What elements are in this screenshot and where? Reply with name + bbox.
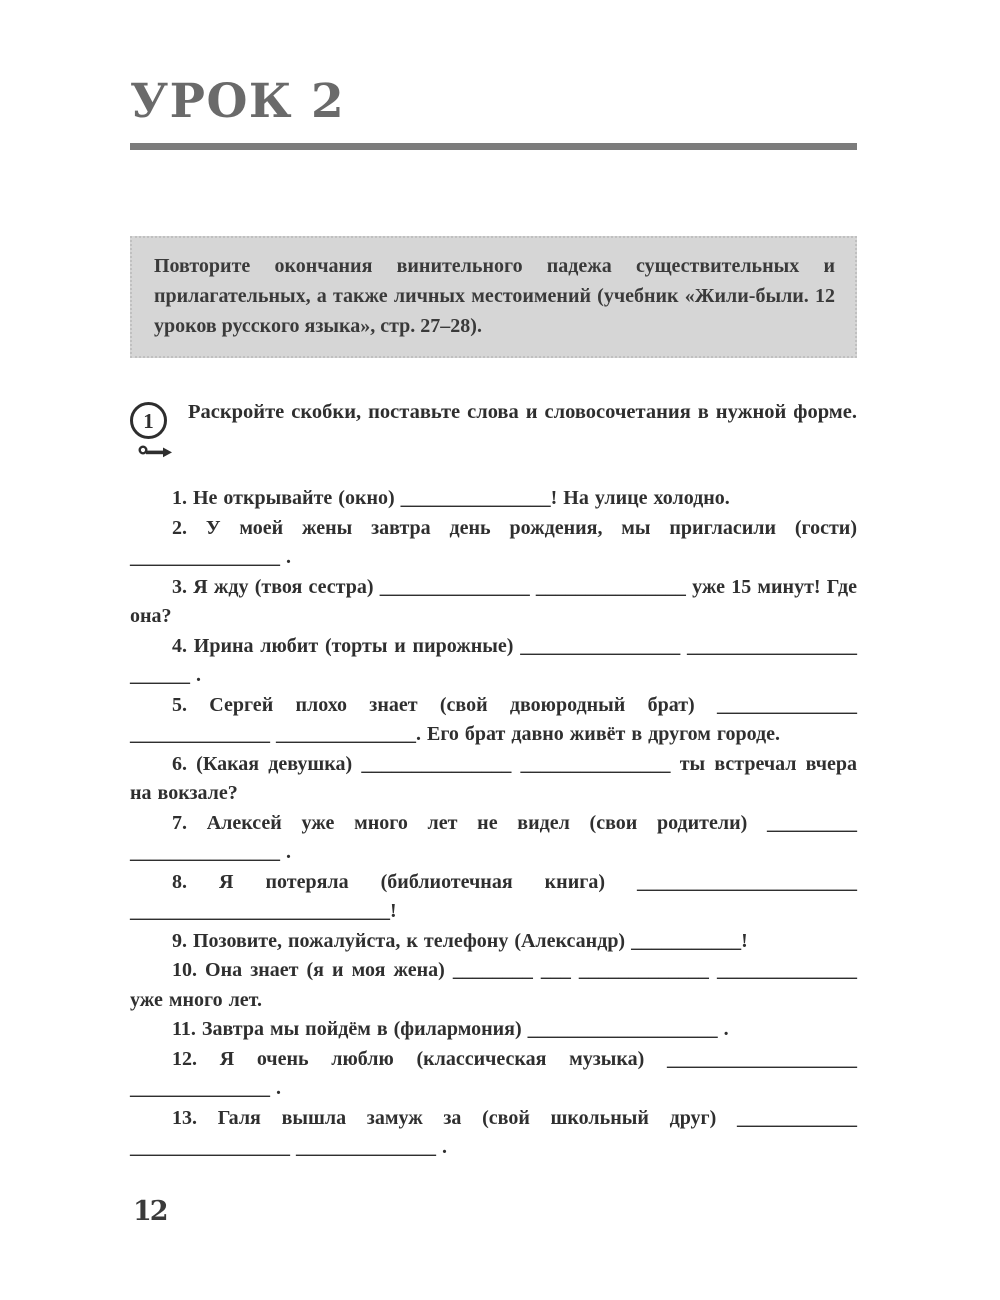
exercise-item: 11. Завтра мы пойдём в (филармония) ___________________ .: [172, 1018, 729, 1041]
lesson-title: УРОК 2: [130, 74, 346, 129]
exercise-item: 10. Она знает (я и моя жена) ________ ___ _____________ ______________ уже много лет.: [130, 959, 857, 1011]
exercise-item: 6. (Какая девушка) _______________ _______________ ты встречал вчера на вокзале?: [130, 752, 857, 805]
exercise-number-badge: [130, 402, 167, 439]
page-number: 12: [133, 1196, 167, 1227]
exercise-number: 1: [143, 408, 154, 433]
exercise-item: 7. Алексей уже много лет не видел (свои родители) _________ _______________ .: [130, 811, 857, 864]
exercise-item: 5. Сергей плохо знает (свой двоюродный брат) ______________ ______________ ______________. Его брат давно живёт в другом городе.: [130, 693, 857, 746]
exercise-item: 1. Не открывайте (окно) _______________! На улице холодно.: [172, 487, 730, 510]
exercise-item: 3. Я жду (твоя сестра) _______________ _______________ уже 15 минут! Где она?: [130, 575, 857, 628]
exercise-item: 4. Ирина любит (торты и пирожные) ________________ _________________ ______ .: [130, 634, 857, 687]
exercise-instruction-text: Раскройте скобки, поставьте слова и словосочетания в нужной форме.: [187, 400, 857, 423]
exercise-item: 13. Галя вышла замуж за (свой школьный друг) ____________ ________________ ______________ .: [130, 1106, 857, 1159]
page-content: [130, 0, 857, 1163]
title-divider: [130, 143, 857, 150]
exercise-item: 2. У моей жены завтра день рождения, мы пригласили (гости) _______________ .: [130, 516, 857, 569]
exercise-item: 9. Позовите, пожалуйста, к телефону (Александр) ___________!: [172, 929, 748, 952]
pen-icon: [138, 444, 172, 460]
review-instruction-text: Повторите окончания винительного падежа существительных и прилагательных, а также личных местоимений (учебник «Жили-были. 12 уроков русского языка», стр. 27–28).: [154, 254, 835, 337]
exercise-item: 8. Я потеряла (библиотечная книга) ______________________ __________________________!: [130, 870, 857, 923]
review-instruction-box: [130, 236, 857, 358]
exercise-item: 12. Я очень люблю (классическая музыка) ___________________ ______________ .: [130, 1047, 857, 1100]
exercise-instruction: [130, 396, 857, 472]
exercise-items: [130, 484, 857, 1163]
